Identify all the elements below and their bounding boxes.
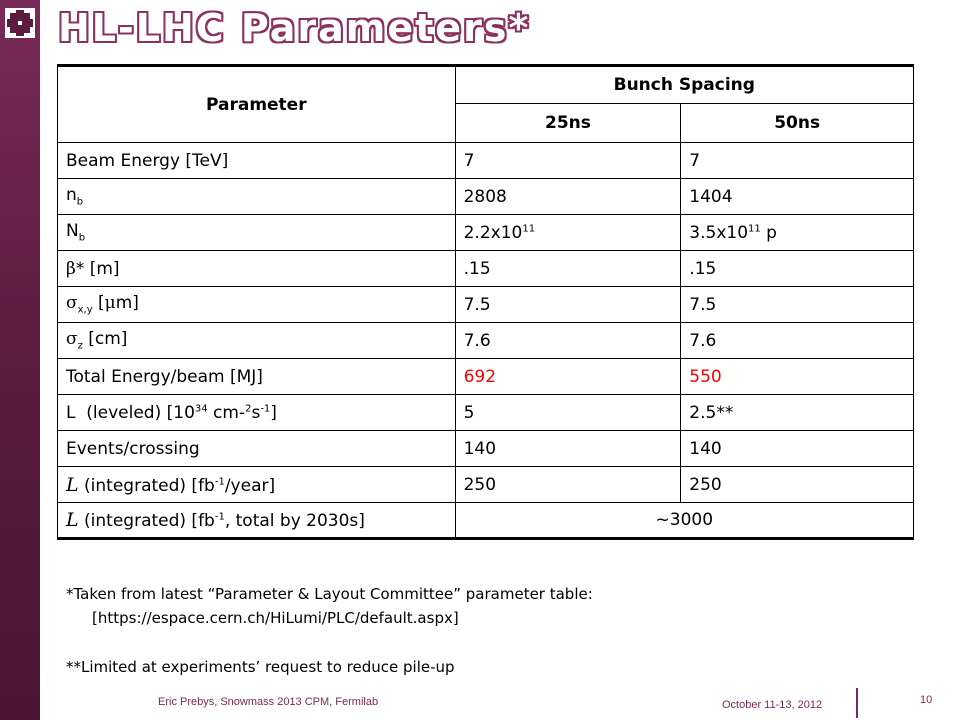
table-row	[58, 503, 914, 539]
row-label: L (leveled) [$10^{34}$ $cm-^2s^{-1}$]	[58, 395, 456, 431]
row-label: $\sigma_z$ [cm]	[58, 323, 456, 359]
table-row	[58, 287, 914, 323]
sidebar-bar	[0, 0, 40, 720]
row-label: L (integrated) [$fb^{-1}$, total by 2030s]	[58, 503, 456, 539]
footnote-1-link[interactable]: [https://espace.cern.ch/HiLumi/PLC/default.aspx]	[92, 609, 459, 627]
row-label: Events/crossing	[58, 431, 456, 467]
cell-50ns: .15	[681, 251, 914, 287]
cell-50ns: 2.5**	[681, 395, 914, 431]
cell-50ns: $3.5x10^{11}$ p	[681, 215, 914, 251]
cell-50ns: 140	[681, 431, 914, 467]
parameters-table	[57, 64, 914, 540]
cell-50ns: 7.5	[681, 287, 914, 323]
row-label: β* [m]	[58, 251, 456, 287]
table-row	[58, 179, 914, 215]
cell-25ns: 5	[455, 395, 681, 431]
header-bunch-spacing: Bunch Spacing	[455, 66, 913, 104]
cell-50ns: 1404	[681, 179, 914, 215]
table-row	[58, 323, 914, 359]
table-row	[58, 431, 914, 467]
footnote-2: **Limited at experiments’ request to reduce pile-up	[66, 658, 455, 676]
footer-divider	[856, 688, 858, 718]
table-row	[58, 215, 914, 251]
cell-50ns: 7.6	[681, 323, 914, 359]
table-row	[58, 251, 914, 287]
row-label: L (integrated) $[fb^{-1}/year]$	[58, 467, 456, 503]
table-row	[58, 467, 914, 503]
cell-merged: ~3000	[455, 503, 913, 539]
cell-25ns: $2.2x10^{11}$	[455, 215, 681, 251]
row-label: Beam Energy [TeV]	[58, 143, 456, 179]
footer-author: Eric Prebys, Snowmass 2013 CPM, Fermilab	[158, 696, 379, 708]
page-number: 10	[920, 694, 933, 706]
cell-25ns: 140	[455, 431, 681, 467]
footnote-1: *Taken from latest “Parameter & Layout Committee” parameter table:	[66, 585, 593, 603]
cell-25ns: 250	[455, 467, 681, 503]
page-title: HL-LHC Parameters*	[58, 6, 531, 50]
fermilab-logo-icon	[5, 8, 35, 38]
cell-25ns: 692	[455, 359, 681, 395]
cell-25ns: .15	[455, 251, 681, 287]
table-row	[58, 395, 914, 431]
header-50ns: 50ns	[681, 104, 914, 143]
row-label: $\sigma_{x,y}$ [μm]	[58, 287, 456, 323]
cell-25ns: 7.6	[455, 323, 681, 359]
row-label: $N_b$	[58, 215, 456, 251]
cell-50ns: 250	[681, 467, 914, 503]
table-row	[58, 359, 914, 395]
cell-50ns: 7	[681, 143, 914, 179]
cell-50ns: 550	[681, 359, 914, 395]
cell-25ns: 7	[455, 143, 681, 179]
row-label: Total Energy/beam [MJ]	[58, 359, 456, 395]
header-parameter: Parameter	[58, 66, 456, 143]
table-row	[58, 143, 914, 179]
cell-25ns: 2808	[455, 179, 681, 215]
header-25ns: 25ns	[455, 104, 681, 143]
row-label: $n_b$	[58, 179, 456, 215]
cell-25ns: 7.5	[455, 287, 681, 323]
footer-date: October 11-13, 2012	[722, 699, 823, 711]
